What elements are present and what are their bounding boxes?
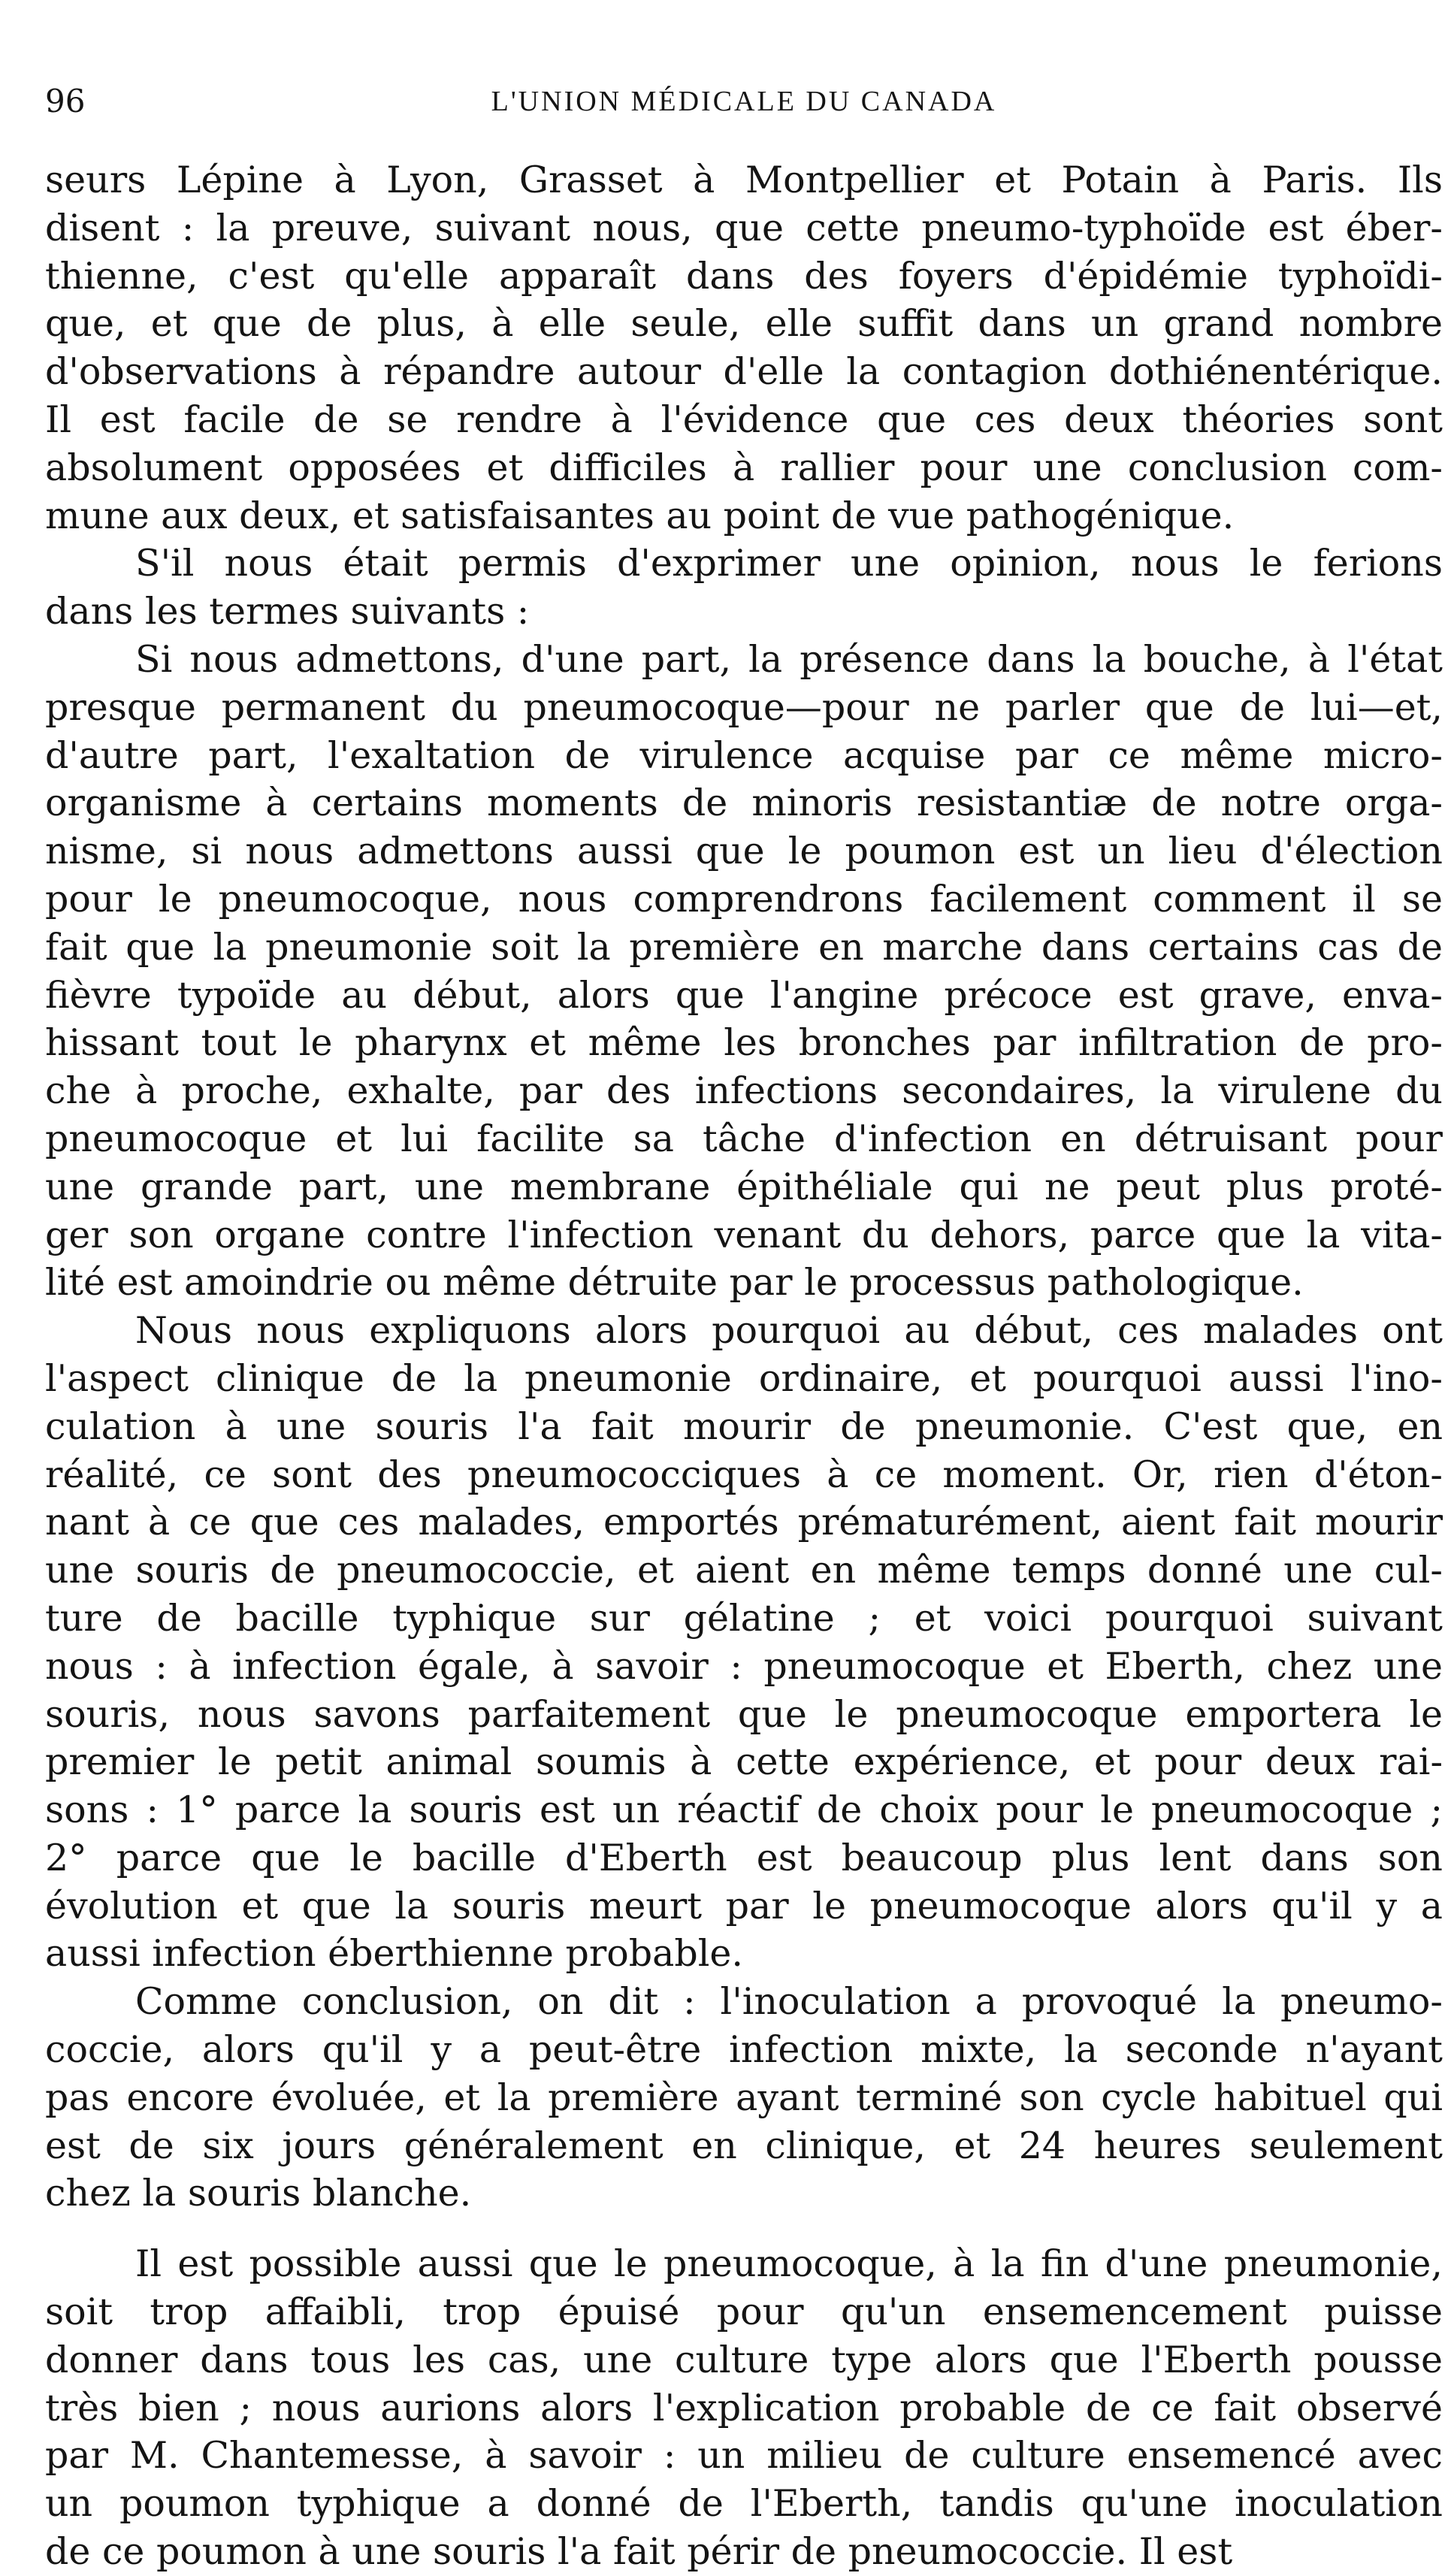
text-line: hissant tout le pharynx et même les bronches par infiltration de pro-	[45, 1021, 1443, 1065]
paragraph	[45, 1978, 1443, 2218]
text-line: seurs Lépine à Lyon, Grasset à Montpellier et Potain à Paris. Ils	[45, 159, 1443, 201]
paragraph	[45, 636, 1443, 1307]
text-line: presque permanent du pneumocoque—pour ne parler que de lui—et,	[45, 685, 1443, 729]
text-line: lité est amoindrie ou même détruite par le processus pathologique.	[45, 1261, 1304, 1305]
paragraph	[45, 540, 1443, 636]
text-line: Il est facile de se rendre à l'évidence que ces deux théories sont	[45, 398, 1443, 441]
text-line: une grande part, une membrane épithéliale qui ne peut plus proté-	[45, 1165, 1443, 1208]
text-line: absolument opposées et difficiles à rallier pour une conclusion com-	[45, 446, 1443, 489]
text-line: d'observations à répandre autour d'elle la contagion dothiénentérique.	[45, 350, 1443, 394]
paragraph	[45, 1307, 1443, 1978]
text-line: nant à ce que ces malades, emportés prématurément, aient fait mourir	[45, 1501, 1443, 1544]
text-line: par M. Chantemesse, à savoir : un milieu de culture ensemencé avec	[45, 2434, 1443, 2478]
text-line: S'il nous était permis d'exprimer une opinion, nous le ferions	[135, 542, 1443, 585]
text-line: ger son organe contre l'infection venant du dehors, parce que la vita-	[45, 1213, 1443, 1256]
text-line: sons : 1° parce la souris est un réactif de choix pour le pneumocoque ;	[45, 1788, 1443, 1832]
text-line: nisme, si nous admettons aussi que le poumon est un lieu d'élection	[45, 830, 1443, 873]
text-line: fièvre typoïde au début, alors que l'angine précoce est grave, enva-	[45, 973, 1443, 1017]
text-line: nous : à infection égale, à savoir : pneumocoque et Eberth, chez une	[45, 1644, 1443, 1688]
text-line: organisme à certains moments de minoris resistantiæ de notre orga-	[45, 782, 1443, 825]
text-line: coccie, alors qu'il y a peut-être infection mixte, la seconde n'ayant	[45, 2028, 1443, 2072]
text-line: pneumocoque et lui facilite sa tâche d'infection en détruisant pour	[45, 1117, 1443, 1160]
text-line: Si nous admettons, d'une part, la présence dans la bouche, à l'état	[135, 637, 1443, 681]
text-line: d'autre part, l'exaltation de virulence acquise par ce même micro-	[45, 733, 1443, 777]
text-line: chez la souris blanche.	[45, 2172, 472, 2215]
text-line: une souris de pneumococcie, et aient en même temps donné une cul-	[45, 1549, 1443, 1592]
text-line: che à proche, exhalte, par des infections secondaires, la virulene du	[45, 1069, 1443, 1113]
text-line: évolution et que la souris meurt par le pneumocoque alors qu'il y a	[45, 1884, 1443, 1927]
page-header	[45, 75, 1443, 128]
text-line: est de six jours généralement en clinique, et 24 heures seulement	[45, 2124, 1443, 2167]
text-line: souris, nous savons parfaitement que le pneumocoque emportera le	[45, 1692, 1443, 1736]
text-line: 2° parce que le bacille d'Eberth est beaucoup plus lent dans son	[45, 1836, 1443, 1879]
text-line: fait que la pneumonie soit la première en marche dans certains cas de	[45, 925, 1443, 969]
text-line: pas encore évoluée, et la première ayant terminé son cycle habituel qui	[45, 2076, 1443, 2119]
text-line: disent : la preuve, suivant nous, que cette pneumo-typhoïde est éber-	[45, 206, 1443, 249]
page-number: 96	[45, 83, 86, 119]
text-line: l'aspect clinique de la pneumonie ordinaire, et pourquoi aussi l'ino-	[45, 1356, 1443, 1400]
text-line: mune aux deux, et satisfaisantes au point de vue pathogénique.	[45, 494, 1235, 537]
text-line: donner dans tous les cas, une culture type alors que l'Eberth pousse	[45, 2338, 1443, 2381]
text-line: réalité, ce sont des pneumococciques à ce moment. Or, rien d'éton-	[45, 1453, 1443, 1496]
text-line: très bien ; nous aurions alors l'explication probable de ce fait observé	[45, 2386, 1443, 2429]
text-line: Nous nous expliquons alors pourquoi au début, ces malades ont	[135, 1309, 1443, 1353]
text-line: ture de bacille typhique sur gélatine ; et voici pourquoi suivant	[45, 1596, 1443, 1640]
text-line: un poumon typhique a donné de l'Eberth, tandis qu'une inoculation	[45, 2482, 1443, 2526]
body-text	[45, 156, 1443, 2574]
text-line: de ce poumon à une souris l'a fait périr de pneumococcie. Il est	[45, 2530, 1233, 2574]
paragraph	[45, 156, 1443, 540]
text-line: culation à une souris l'a fait mourir de pneumonie. C'est que, en	[45, 1404, 1443, 1448]
text-line: que, et que de plus, à elle seule, elle suffit dans un grand nombre	[45, 302, 1443, 346]
text-line: thienne, c'est qu'elle apparaît dans des foyers d'épidémie typhoïdi-	[45, 254, 1443, 298]
text-line: pour le pneumocoque, nous comprendrons facilement comment il se	[45, 877, 1443, 921]
text-line: aussi infection éberthienne probable.	[45, 1932, 743, 1976]
running-title: L'UNION MÉDICALE DU CANADA	[491, 86, 997, 117]
text-line: soit trop affaibli, trop épuisé pour qu'un ensemencement puisse	[45, 2290, 1443, 2334]
paragraph	[45, 2240, 1443, 2576]
text-line: premier le petit animal soumis à cette expérience, et pour deux rai-	[45, 1740, 1443, 1784]
text-line: dans les termes suivants :	[45, 590, 530, 633]
text-line: Il est possible aussi que le pneumocoque, à la fin d'une pneumonie,	[135, 2242, 1443, 2286]
text-line: Comme conclusion, on dit : l'inoculation a provoqué la pneumo-	[135, 1980, 1443, 2024]
